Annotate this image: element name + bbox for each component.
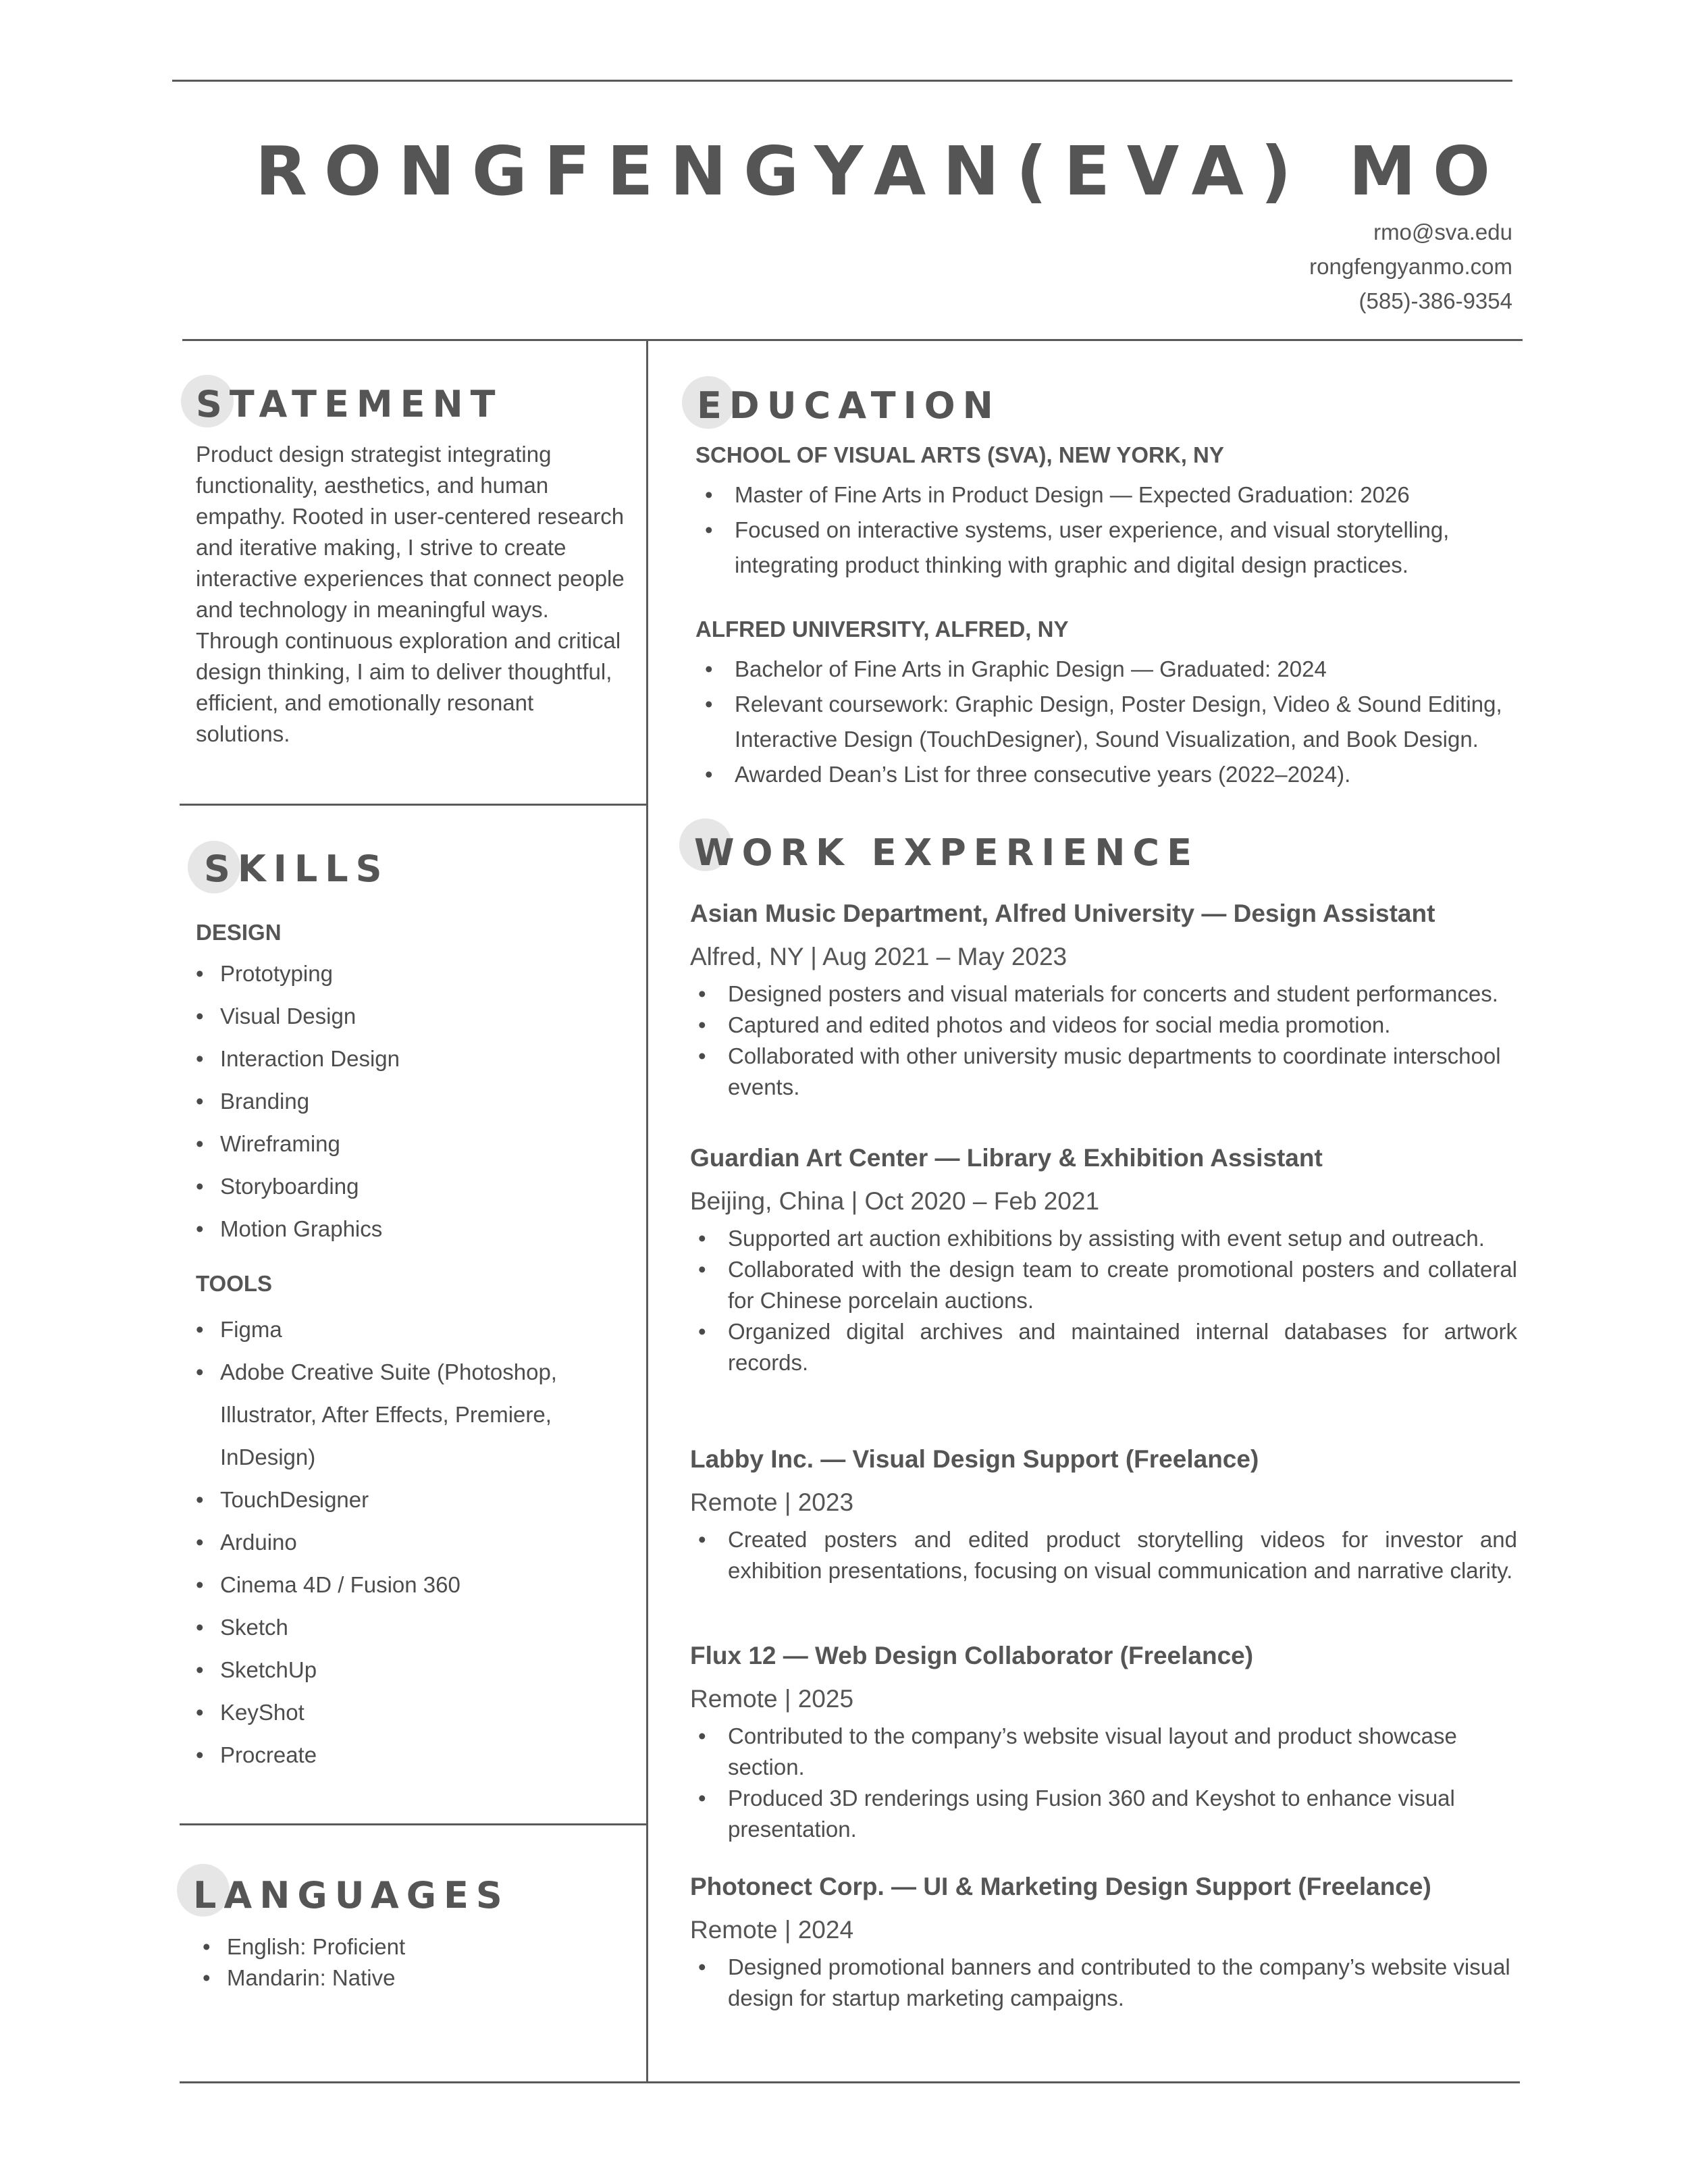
job-meta: Remote | 2024 (690, 1916, 854, 1944)
contact-email[interactable]: rmo@sva.edu (1373, 219, 1512, 244)
job-duties (690, 1952, 1517, 2014)
school-name: SCHOOL OF VISUAL ARTS (SVA), NEW YORK, NY (695, 442, 1224, 467)
list-item: • Organized digital archives and maintained internal databases for artwork records. (698, 1316, 1517, 1378)
list-item: • Captured and edited photos and videos for social media promotion. (698, 1010, 1534, 1041)
list-item: • Interaction Design (196, 1037, 628, 1080)
bottom-rule (180, 2081, 1520, 2083)
job-duties (690, 979, 1534, 1103)
list-item: • Focused on interactive systems, user experience, and visual storytelling, integrating product thinking with graphic and digital design practices. (705, 513, 1546, 583)
job-title: Flux 12 — Web Design Collaborator (Freelance) (690, 1642, 1254, 1669)
tools-label: TOOLS (196, 1271, 273, 1296)
list-item: • TouchDesigner (196, 1478, 587, 1521)
list-item: • Adobe Creative Suite (Photoshop, Illustrator, After Effects, Premiere, InDesign) (196, 1351, 587, 1478)
job-flux12 (690, 1640, 1517, 1845)
statement-title: STATEMENT (196, 383, 503, 425)
work-experience-title: WORK EXPERIENCE (694, 831, 1199, 874)
design-skills-label: DESIGN (196, 920, 282, 945)
list-item: • Collaborated with the design team to create promotional posters and collateral for Chinese porcelain auctions. (698, 1254, 1517, 1316)
job-labby (690, 1443, 1517, 1586)
list-item: • English: Proficient (203, 1931, 405, 1962)
tools-list (196, 1308, 587, 1776)
list-item: • Bachelor of Fine Arts in Graphic Design — Graduated: 2024 (705, 652, 1546, 687)
education-title: EDUCATION (697, 384, 1001, 427)
list-item: • Storyboarding (196, 1165, 628, 1207)
list-item: • Sketch (196, 1606, 587, 1648)
languages-list (203, 1931, 405, 1994)
job-title: Asian Music Department, Alfred University — Design Assistant (690, 900, 1435, 927)
list-item: • Produced 3D renderings using Fusion 360 and Keyshot to enhance visual presentation. (698, 1783, 1517, 1845)
contact-block (1309, 215, 1512, 318)
list-item: • Designed posters and visual materials for concerts and student performances. (698, 979, 1534, 1010)
list-item: • SketchUp (196, 1648, 587, 1691)
job-title: Guardian Art Center — Library & Exhibition Assistant (690, 1144, 1323, 1172)
list-item: • Created posters and edited product storytelling videos for investor and exhibition presentations, focusing on visual communication and narrative clarity. (698, 1524, 1517, 1586)
list-item: • Figma (196, 1308, 587, 1351)
contact-website[interactable]: rongfengyanmo.com (1309, 254, 1512, 279)
job-title: Photonect Corp. — UI & Marketing Design Support (Freelance) (690, 1873, 1431, 1900)
list-item: • Prototyping (196, 952, 628, 995)
list-item: • Wireframing (196, 1122, 628, 1165)
education-school-alfred (695, 617, 1546, 792)
list-item: • Procreate (196, 1734, 587, 1776)
languages-title: LANGUAGES (193, 1874, 510, 1917)
job-duties (690, 1524, 1517, 1586)
job-title: Labby Inc. — Visual Design Support (Freelance) (690, 1445, 1259, 1473)
contact-phone: (585)-386-9354 (1359, 288, 1512, 313)
list-item: • Arduino (196, 1521, 587, 1563)
skills-title: SKILLS (204, 848, 390, 890)
list-item: • Supported art auction exhibitions by assisting with event setup and outreach. (698, 1223, 1517, 1254)
job-meta: Remote | 2023 (690, 1488, 854, 1516)
column-divider (646, 339, 648, 2081)
job-meta: Beijing, China | Oct 2020 – Feb 2021 (690, 1187, 1100, 1215)
school-details (695, 477, 1546, 583)
list-item: • Mandarin: Native (203, 1962, 405, 1994)
job-guardian (690, 1142, 1517, 1378)
list-item: • KeyShot (196, 1691, 587, 1734)
top-rule (172, 80, 1512, 82)
list-item: • Master of Fine Arts in Product Design — Expected Graduation: 2026 (705, 477, 1546, 513)
skills-rule (180, 1823, 647, 1825)
list-item: • Cinema 4D / Fusion 360 (196, 1563, 587, 1606)
list-item: • Awarded Dean’s List for three consecutive years (2022–2024). (705, 757, 1546, 792)
job-asian-music (690, 898, 1534, 1103)
job-duties (690, 1223, 1517, 1378)
list-item: • Collaborated with other university music departments to coordinate interschool events. (698, 1041, 1534, 1103)
header-rule (182, 339, 1523, 341)
list-item: • Branding (196, 1080, 628, 1122)
list-item: • Relevant coursework: Graphic Design, Poster Design, Video & Sound Editing, Interactive Design (TouchDesigner), Sound Visualization, and Book Design. (705, 687, 1546, 757)
list-item: • Designed promotional banners and contributed to the company’s website visual design for startup marketing campaigns. (698, 1952, 1517, 2014)
list-item: • Visual Design (196, 995, 628, 1037)
job-photonect (690, 1871, 1517, 2014)
job-meta: Alfred, NY | Aug 2021 – May 2023 (690, 943, 1067, 970)
school-details (695, 652, 1546, 792)
school-name: ALFRED UNIVERSITY, ALFRED, NY (695, 617, 1069, 642)
list-item: • Contributed to the company’s website visual layout and product showcase section. (698, 1721, 1517, 1783)
education-school-sva (695, 442, 1546, 583)
job-duties (690, 1721, 1517, 1845)
statement-text: Product design strategist integrating functionality, aesthetics, and human empathy. Rooted in user-centered research and iterative making, I strive to create interactive experiences that connect people and technology in meaningful ways. Through continuous exploration and critical design thinking, I aim to deliver thoughtful, efficient, and emotionally resonant solutions. (196, 442, 625, 746)
statement-rule (180, 804, 647, 806)
list-item: • Motion Graphics (196, 1207, 628, 1250)
candidate-name: RONGFENGYAN(EVA) MO (255, 132, 1507, 211)
job-meta: Remote | 2025 (690, 1685, 854, 1713)
design-skills-list (196, 952, 628, 1250)
